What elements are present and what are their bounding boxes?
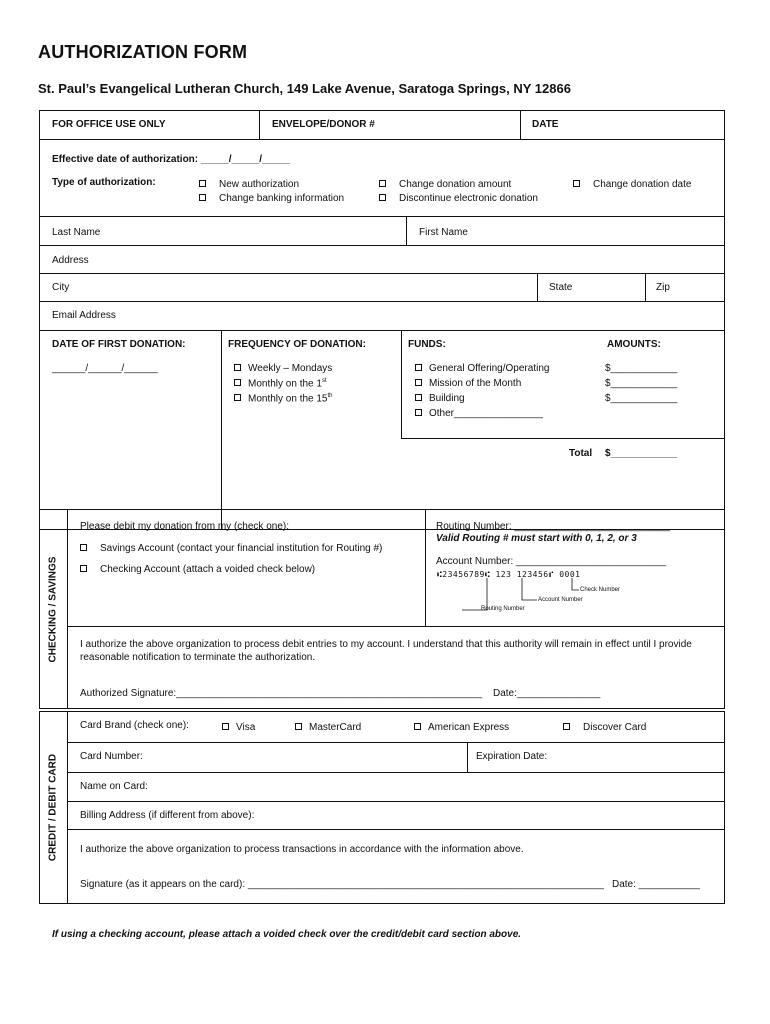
- savings-account-option[interactable]: Savings Account (contact your financial institution for Routing #): [80, 543, 382, 554]
- checkbox-icon[interactable]: [415, 394, 422, 401]
- checkbox-icon[interactable]: [415, 409, 422, 416]
- checkbox-icon[interactable]: [379, 180, 386, 187]
- brand-mastercard[interactable]: MasterCard: [295, 722, 361, 733]
- first-donation-label: DATE OF FIRST DONATION:: [52, 339, 186, 350]
- church-address: St. Paul’s Evangelical Lutheran Church, 149 Lake Avenue, Saratoga Springs, NY 12866: [38, 81, 571, 96]
- amounts-label: AMOUNTS:: [607, 339, 661, 350]
- micr-line: ⑆23456789⑆ 123 123456⑈ 0001: [437, 570, 581, 579]
- fund-mission[interactable]: Mission of the Month: [415, 378, 521, 389]
- debit-authorization-text: I authorize the above organization to process debit entries to my account. I understand that this authority will remain in effect until I provide: [80, 639, 692, 650]
- checkbox-icon[interactable]: [234, 394, 241, 401]
- checkbox-icon[interactable]: [199, 194, 206, 201]
- checkbox-icon[interactable]: [234, 364, 241, 371]
- brand-discover[interactable]: Discover Card: [563, 722, 646, 733]
- total-label: Total: [569, 448, 593, 459]
- card-signature-field[interactable]: Signature (as it appears on the card): ________________________________________________________________: [80, 879, 604, 890]
- first-donation-date[interactable]: ______/______/______: [52, 363, 158, 374]
- checkbox-icon[interactable]: [80, 544, 87, 551]
- card-date-field[interactable]: Date: ___________: [612, 879, 700, 890]
- checkbox-icon[interactable]: [415, 364, 422, 371]
- main-form-box: [39, 110, 725, 530]
- option-new-authorization[interactable]: New authorization: [199, 179, 299, 190]
- option-discontinue[interactable]: Discontinue electronic donation: [379, 193, 538, 204]
- zip-field[interactable]: Zip: [656, 282, 670, 293]
- credit-debit-box: [39, 711, 725, 904]
- checking-account-option[interactable]: Checking Account (attach a voided check below): [80, 564, 315, 575]
- card-brand-label: Card Brand (check one):: [80, 720, 189, 731]
- brand-visa[interactable]: Visa: [222, 722, 255, 733]
- effective-date-field[interactable]: Effective date of authorization: _____/_____/_____: [52, 154, 290, 165]
- checkbox-icon[interactable]: [573, 180, 580, 187]
- checkbox-icon[interactable]: [295, 723, 302, 730]
- option-change-date[interactable]: Change donation date: [573, 179, 691, 190]
- authorized-signature-field[interactable]: Authorized Signature:_______________________________________________________: [80, 688, 483, 699]
- city-field[interactable]: City: [52, 282, 70, 293]
- routing-number-caption: Routing Number: [481, 606, 525, 612]
- check-number-caption: Check Number: [580, 587, 621, 593]
- debit-authorization-text-2: reasonable notification to terminate the authorization.: [80, 652, 316, 663]
- micr-diagram: [437, 578, 637, 618]
- envelope-donor-label[interactable]: ENVELOPE/DONOR #: [272, 119, 375, 130]
- brand-american-express[interactable]: American Express: [414, 722, 509, 733]
- form-title: AUTHORIZATION FORM: [38, 42, 248, 62]
- auth-type-label: Type of authorization:: [52, 177, 156, 188]
- last-name-field[interactable]: Last Name: [52, 227, 101, 238]
- valid-routing-note: Valid Routing # must start with 0, 1, 2, or 3: [436, 533, 637, 544]
- checkbox-icon[interactable]: [379, 194, 386, 201]
- name-on-card-field[interactable]: Name on Card:: [80, 781, 148, 792]
- office-date-label[interactable]: DATE: [532, 119, 559, 130]
- state-field[interactable]: State: [549, 282, 573, 293]
- checkbox-icon[interactable]: [199, 180, 206, 187]
- amount-general[interactable]: $____________: [605, 363, 678, 374]
- authorized-date-field[interactable]: Date:_______________: [493, 688, 601, 699]
- billing-address-field[interactable]: Billing Address (if different from above):: [80, 810, 255, 821]
- freq-weekly[interactable]: Weekly – Mondays: [234, 363, 332, 374]
- checkbox-icon[interactable]: [80, 565, 87, 572]
- freq-monthly-15th[interactable]: Monthly on the 15th: [234, 393, 333, 404]
- account-number-field[interactable]: Account Number: ___________________________: [436, 556, 667, 567]
- checkbox-icon[interactable]: [222, 723, 229, 730]
- checking-savings-side-label: CHECKING / SAVINGS: [47, 556, 59, 663]
- funds-label: FUNDS:: [408, 339, 446, 350]
- debit-intro: Please debit my donation from my (check one):: [80, 521, 289, 532]
- option-change-amount[interactable]: Change donation amount: [379, 179, 511, 190]
- card-authorization-text: I authorize the above organization to process transactions in accordance with the information above.: [80, 844, 524, 855]
- option-change-banking[interactable]: Change banking information: [199, 193, 344, 204]
- address-field[interactable]: Address: [52, 255, 89, 266]
- checkbox-icon[interactable]: [234, 379, 241, 386]
- checkbox-icon[interactable]: [563, 723, 570, 730]
- credit-debit-side-label: CREDIT / DEBIT CARD: [47, 753, 59, 862]
- amount-building[interactable]: $____________: [605, 393, 678, 404]
- frequency-label: FREQUENCY OF DONATION:: [228, 339, 366, 350]
- account-number-caption: Account Number: [538, 597, 583, 603]
- total-amount[interactable]: $____________: [605, 448, 678, 459]
- first-name-field[interactable]: First Name: [419, 227, 468, 238]
- card-number-field[interactable]: Card Number:: [80, 751, 143, 762]
- footer-note: If using a checking account, please attach a voided check over the credit/debit card section above.: [52, 929, 522, 940]
- routing-number-field[interactable]: Routing Number: ____________________________: [436, 521, 671, 532]
- checkbox-icon[interactable]: [415, 379, 422, 386]
- freq-monthly-1st[interactable]: Monthly on the 1st: [234, 378, 327, 389]
- fund-other[interactable]: Other________________: [415, 408, 543, 419]
- expiration-date-field[interactable]: Expiration Date:: [476, 751, 548, 762]
- office-use-label: FOR OFFICE USE ONLY: [52, 119, 166, 130]
- amount-mission[interactable]: $____________: [605, 378, 678, 389]
- fund-building[interactable]: Building: [415, 393, 465, 404]
- checkbox-icon[interactable]: [414, 723, 421, 730]
- email-field[interactable]: Email Address: [52, 310, 116, 321]
- fund-general[interactable]: General Offering/Operating: [415, 363, 549, 374]
